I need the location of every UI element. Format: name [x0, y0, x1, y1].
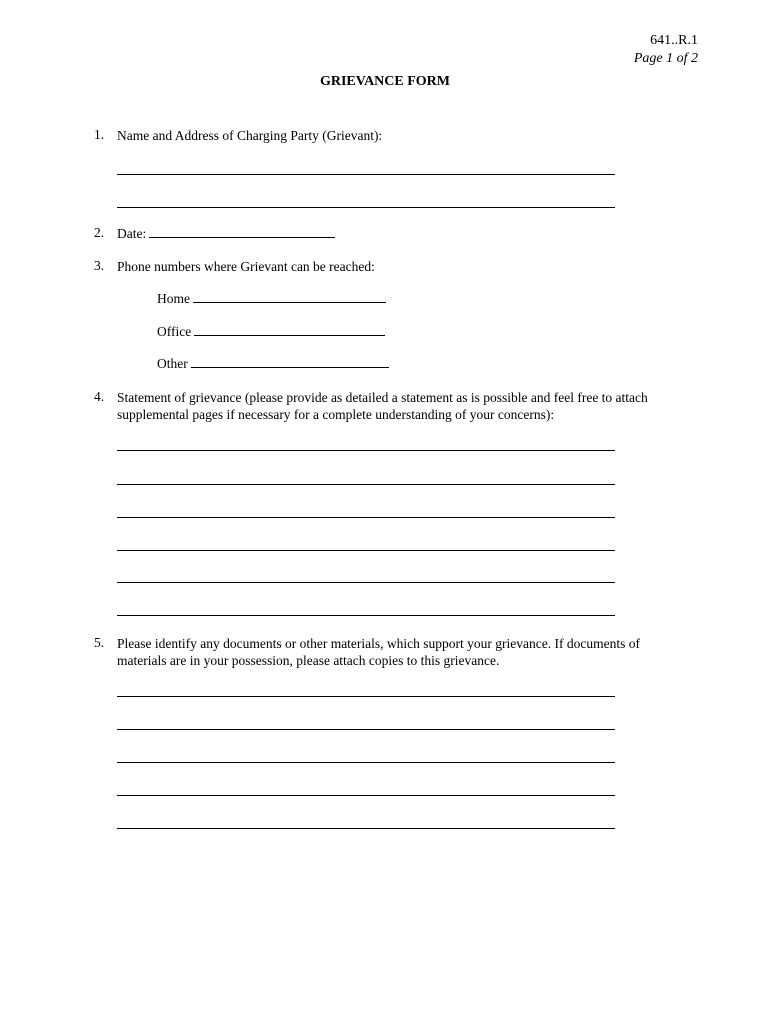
home-phone-row — [157, 290, 386, 307]
documents-line-2[interactable] — [117, 729, 615, 730]
page-title: GRIEVANCE FORM — [319, 74, 451, 89]
item-4-number: 4. — [94, 389, 105, 404]
date-field[interactable] — [149, 225, 335, 238]
name-address-line-2[interactable] — [117, 207, 615, 208]
statement-line-4[interactable] — [117, 550, 615, 551]
statement-line-6[interactable] — [117, 615, 615, 616]
item-2-number: 2. — [94, 225, 105, 240]
other-phone-row — [157, 355, 389, 372]
date-row — [117, 225, 335, 242]
item-5-number: 5. — [94, 635, 105, 650]
item-3-label: Phone numbers where Grievant can be reached: — [117, 259, 375, 274]
office-phone-field[interactable] — [194, 323, 385, 336]
item-1-label: Name and Address of Charging Party (Grievant): — [117, 128, 383, 143]
statement-line-5[interactable] — [117, 582, 615, 583]
statement-line-1[interactable] — [117, 450, 615, 451]
date-label: Date: — [117, 226, 147, 241]
name-address-line-1[interactable] — [117, 174, 615, 175]
statement-line-2[interactable] — [117, 484, 615, 485]
item-5-label: Please identify any documents or other materials, which support your grievance. If documents of materials are in your possession, please attach copies to this grievance. — [117, 636, 640, 668]
item-1-number: 1. — [94, 127, 105, 142]
home-phone-field[interactable] — [193, 290, 386, 303]
documents-line-1[interactable] — [117, 696, 615, 697]
documents-line-4[interactable] — [117, 795, 615, 796]
item-4-label: Statement of grievance (please provide as detailed a statement as is possible and feel free to attach supplemental pages if necessary for a complete understanding of your concerns): — [117, 390, 648, 422]
home-phone-label: Home — [157, 291, 190, 306]
office-phone-label: Office — [157, 324, 192, 339]
documents-line-3[interactable] — [117, 762, 615, 763]
page-number: Page 1 of 2 — [633, 51, 698, 66]
other-phone-field[interactable] — [191, 355, 389, 368]
documents-line-5[interactable] — [117, 828, 615, 829]
other-phone-label: Other — [157, 356, 188, 371]
item-3-number: 3. — [94, 258, 105, 273]
statement-line-3[interactable] — [117, 517, 615, 518]
office-phone-row — [157, 323, 385, 340]
form-code: 641..R.1 — [650, 33, 698, 48]
